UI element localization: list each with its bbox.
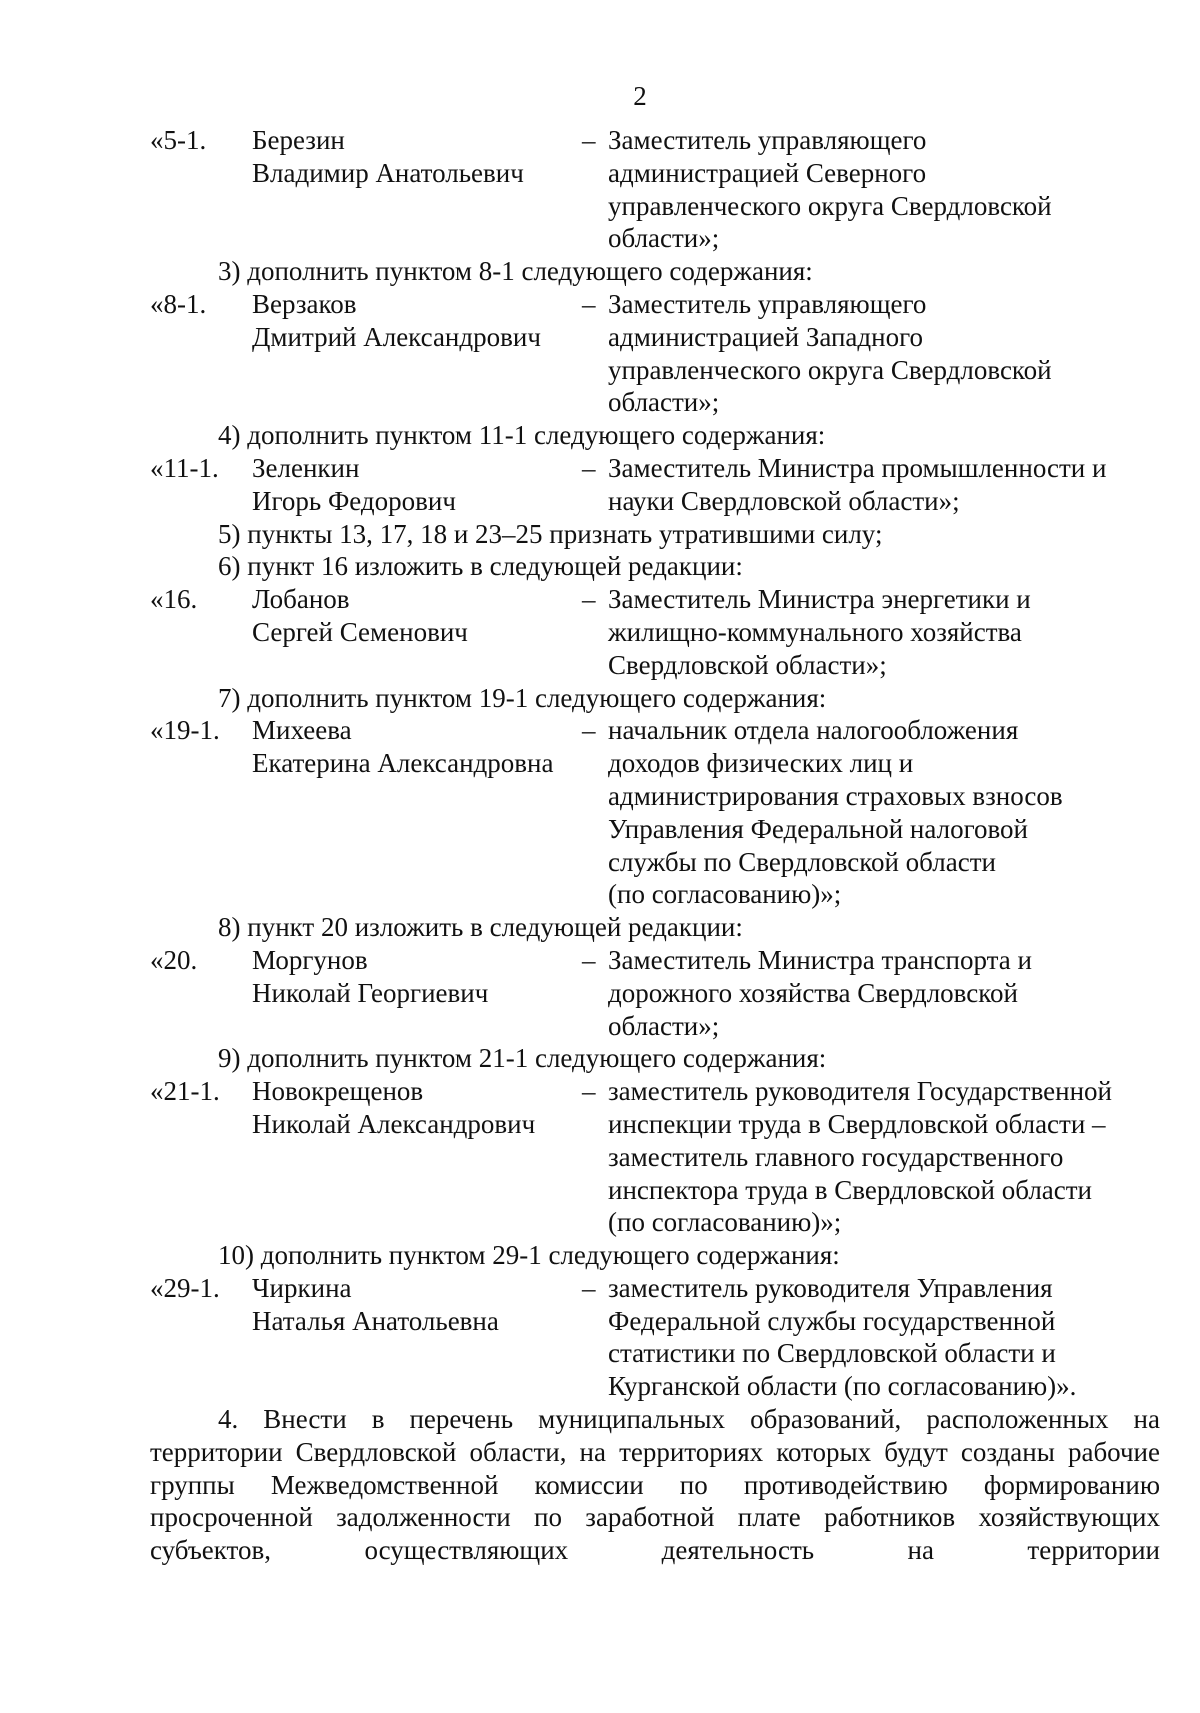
entry-position: Заместитель Министра транспорта и дорожного хозяйства Свердловской области»; bbox=[608, 944, 1032, 1041]
entry-dash: – bbox=[582, 125, 596, 155]
instruction-line: 7) дополнить пунктом 19-1 следующего содержания: bbox=[218, 682, 827, 713]
entry-surname: Лобанов bbox=[252, 584, 350, 615]
entry-given-name: Сергей Семенович bbox=[252, 616, 468, 647]
composition-entry bbox=[150, 124, 1160, 255]
entry-number: «8-1. bbox=[150, 288, 207, 319]
entry-position: Заместитель Министра промышленности и науки Свердловской области»; bbox=[608, 452, 1107, 516]
composition-entry bbox=[150, 1272, 1160, 1403]
entry-dash: – bbox=[582, 1076, 596, 1107]
instruction-line: 5) пункты 13, 17, 18 и 23–25 признать утратившими силу; bbox=[218, 518, 883, 549]
entry-surname: Чиркина bbox=[252, 1272, 352, 1303]
composition-entry bbox=[150, 452, 1160, 518]
entry-number: «5-1. bbox=[150, 125, 207, 155]
entry-person bbox=[252, 1075, 582, 1239]
entry-surname: Березин bbox=[252, 125, 345, 155]
entry-given-name: Владимир Анатольевич bbox=[252, 157, 524, 188]
page-number: 2 bbox=[633, 81, 647, 111]
entry-number: «29-1. bbox=[150, 1272, 220, 1303]
entry-position: заместитель руководителя Государственной инспекции труда в Свердловской области – заместитель главного государственного инспектора труда в Свердловской области (по согласованию)»; bbox=[608, 1076, 1112, 1238]
entry-person bbox=[252, 124, 582, 255]
entry-person bbox=[252, 1272, 582, 1403]
entry-dash: – bbox=[582, 944, 596, 975]
entry-position: Заместитель Министра энергетики и жилищно-коммунального хозяйства Свердловской области»; bbox=[608, 584, 1031, 680]
entry-dash: – bbox=[582, 288, 596, 319]
composition-entry bbox=[150, 583, 1160, 681]
entry-number: «16. bbox=[150, 584, 198, 615]
entry-person bbox=[252, 583, 582, 681]
entry-surname: Михеева bbox=[252, 715, 352, 746]
instruction-line: 6) пункт 16 изложить в следующей редакции: bbox=[218, 551, 743, 582]
entry-surname: Зеленкин bbox=[252, 452, 360, 483]
entry-person bbox=[252, 944, 582, 1042]
instruction-line: 4) дополнить пунктом 11-1 следующего содержания: bbox=[218, 420, 826, 451]
entry-given-name: Николай Александрович bbox=[252, 1108, 536, 1139]
instruction-line: 9) дополнить пунктом 21-1 следующего содержания: bbox=[218, 1043, 827, 1074]
entry-person bbox=[252, 714, 582, 911]
entry-dash: – bbox=[582, 1272, 596, 1303]
entry-position: начальник отдела налогообложения доходов физических лиц и администрирования страховых взносов Управления Федеральной налоговой службы по Свердловской области (по согласованию)»; bbox=[608, 715, 1063, 910]
composition-entry bbox=[150, 288, 1160, 419]
entry-person bbox=[252, 452, 582, 518]
entry-position: заместитель руководителя Управления Федеральной службы государственной статистики по Свердловской области и Курганской области (по согласованию)». bbox=[608, 1272, 1077, 1402]
instruction-line: 8) пункт 20 изложить в следующей редакции: bbox=[218, 912, 743, 943]
entry-dash: – bbox=[582, 584, 596, 615]
instruction-line: 10) дополнить пунктом 29-1 следующего содержания: bbox=[218, 1240, 840, 1271]
entry-position: Заместитель управляющего администрацией Западного управленческого округа Свердловской области»; bbox=[608, 288, 1052, 418]
entry-number: «20. bbox=[150, 944, 198, 975]
entry-dash: – bbox=[582, 715, 596, 746]
entry-list bbox=[150, 124, 1160, 1403]
composition-entry bbox=[150, 1075, 1160, 1239]
closing-paragraph: 4. Внести в перечень муниципальных образований, расположенных на территории Свердловской области, на территориях которых будут созданы рабочие группы Межведомственной комиссии по противодействию формированию просроченной задолженности по заработной плате работников хозяйствующих субъектов, осуществляющих деятельность на территории bbox=[150, 1404, 1160, 1566]
entry-given-name: Игорь Федорович bbox=[252, 485, 456, 516]
entry-number: «19-1. bbox=[150, 715, 220, 746]
entry-given-name: Наталья Анатольевна bbox=[252, 1305, 499, 1336]
entry-dash: – bbox=[582, 452, 596, 483]
entry-position: Заместитель управляющего администрацией Северного управленческого округа Свердловской области»; bbox=[608, 125, 1052, 254]
entry-surname: Новокрещенов bbox=[252, 1076, 424, 1107]
entry-number: «11-1. bbox=[150, 452, 219, 483]
entry-given-name: Дмитрий Александрович bbox=[252, 321, 541, 352]
entry-person bbox=[252, 288, 582, 419]
entry-given-name: Николай Георгиевич bbox=[252, 977, 489, 1008]
composition-entry bbox=[150, 714, 1160, 911]
entry-given-name: Екатерина Александровна bbox=[252, 748, 554, 779]
instruction-line: 3) дополнить пунктом 8-1 следующего содержания: bbox=[218, 256, 813, 287]
entry-number: «21-1. bbox=[150, 1076, 220, 1107]
entry-surname: Верзаков bbox=[252, 288, 357, 319]
composition-entry bbox=[150, 944, 1160, 1042]
document-body bbox=[150, 124, 1160, 1567]
entry-surname: Моргунов bbox=[252, 944, 368, 975]
